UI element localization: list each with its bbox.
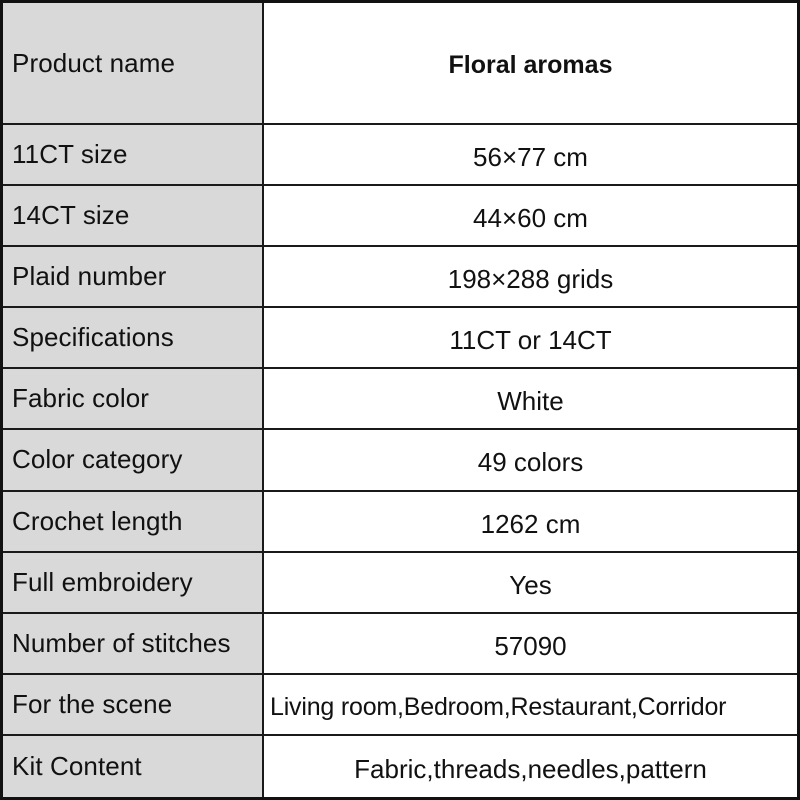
spec-value-color-category: 49 colors xyxy=(264,430,797,491)
spec-label-kit-content: Kit Content xyxy=(3,736,264,797)
spec-value-for-the-scene: Living room,Bedroom,Restaurant,Corridor xyxy=(264,675,797,736)
spec-label-color-category: Color category xyxy=(3,430,264,491)
spec-value-14ct-size: 44×60 cm xyxy=(264,186,797,247)
spec-label-for-the-scene: For the scene xyxy=(3,675,264,736)
spec-value-full-embroidery: Yes xyxy=(264,553,797,614)
spec-value-fabric-color: White xyxy=(264,369,797,430)
spec-value-crochet-length: 1262 cm xyxy=(264,492,797,553)
spec-value-product-name: Floral aromas xyxy=(264,3,797,125)
spec-value-plaid-number: 198×288 grids xyxy=(264,247,797,308)
spec-value-number-of-stitches: 57090 xyxy=(264,614,797,675)
spec-label-crochet-length: Crochet length xyxy=(3,492,264,553)
spec-value-specifications: 11CT or 14CT xyxy=(264,308,797,369)
spec-value-kit-content: Fabric,threads,needles,pattern xyxy=(354,753,707,784)
spec-label-full-embroidery: Full embroidery xyxy=(3,553,264,614)
spec-label-plaid-number: Plaid number xyxy=(3,247,264,308)
spec-label-number-of-stitches: Number of stitches xyxy=(3,614,264,675)
spec-label-14ct-size: 14CT size xyxy=(3,186,264,247)
spec-label-fabric-color: Fabric color xyxy=(3,369,264,430)
spec-label-product-name: Product name xyxy=(3,3,264,125)
spec-value-11ct-size: 56×77 cm xyxy=(264,125,797,186)
spec-label-specifications: Specifications xyxy=(3,308,264,369)
spec-label-11ct-size: 11CT size xyxy=(3,125,264,186)
